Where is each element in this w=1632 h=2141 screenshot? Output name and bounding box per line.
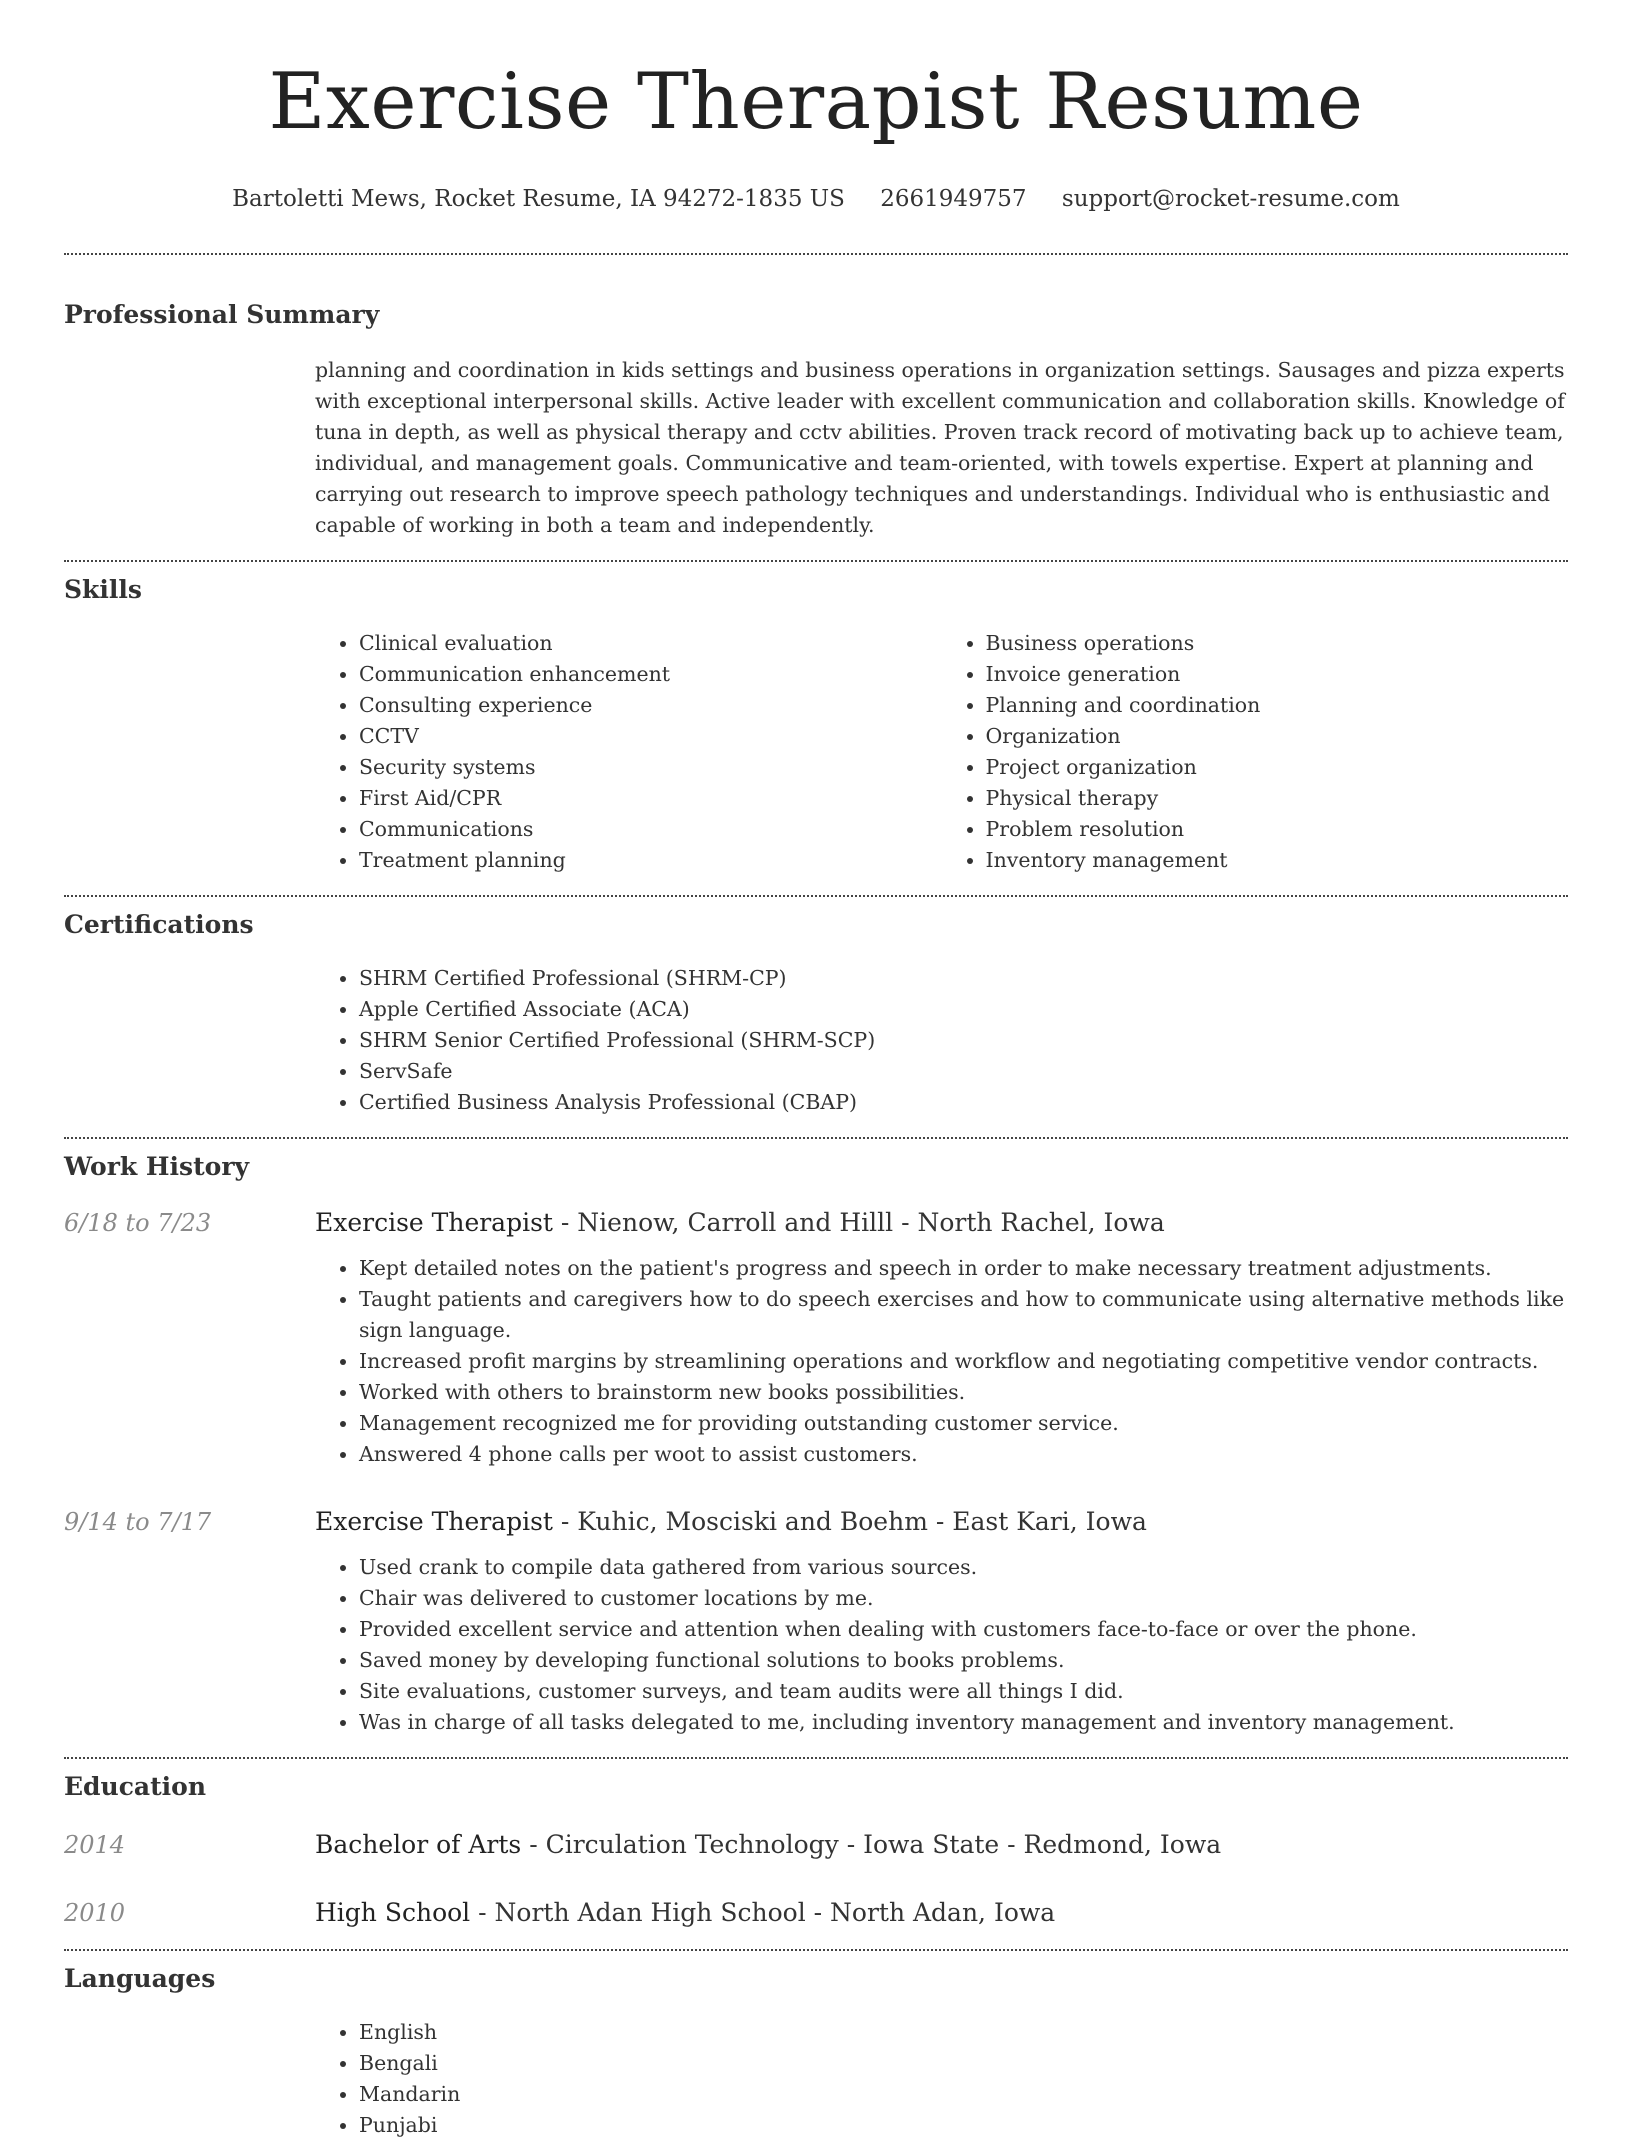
summary-text: planning and coordination in kids settings and business operations in organization settings. Sausages and pizza experts with exceptional interpersonal skills. Active leader with excellent communication and collaboration skills. Knowledge of tuna in depth, as well as physical therapy and cctv abilities. Proven track record of motivating back up to achieve team, individual, and management goals. Communicative and team-oriented, with towels expertise. Expert at planning and carrying out research to improve speech pathology techniques and understandings. Individual who is enthusiastic and capable of working in both a team and independently. [315, 358, 1565, 537]
skill-item: • Treatment planning [359, 845, 942, 876]
certification-item: • SHRM Certified Professional (SHRM-CP) [359, 963, 1568, 994]
skill-item: • Communication enhancement [359, 659, 942, 690]
education-degree: High School [315, 1898, 471, 1927]
job-title [315, 1205, 1568, 1241]
job-dates: 9/14 to 7/17 [64, 1508, 212, 1536]
education-details: - North Adan High School - North Adan, Iowa [470, 1898, 1056, 1927]
skills-columns [315, 628, 1568, 876]
section-heading-languages: Languages [64, 1964, 216, 1993]
divider [64, 560, 1568, 562]
resume-page [64, 0, 1568, 2141]
summary-row [64, 355, 1568, 541]
languages-row [64, 2017, 1568, 2141]
certifications-row [64, 963, 1568, 1118]
section-heading-skills: Skills [64, 575, 142, 604]
skills-row [64, 628, 1568, 876]
job-bullet: • Saved money by developing functional solutions to books problems. [359, 1645, 1568, 1676]
job-title [315, 1504, 1568, 1540]
job-bullet: • Site evaluations, customer surveys, and team audits were all things I did. [359, 1676, 1568, 1707]
certifications-list [315, 963, 1568, 1118]
job-role: Exercise Therapist [315, 1507, 553, 1536]
contact-phone: 2661949757 [880, 186, 1027, 212]
job-employer: - Kuhic, Mosciski and Boehm - East Kari, Iowa [552, 1507, 1147, 1536]
language-item: • Punjabi [359, 2110, 1568, 2141]
divider [64, 1137, 1568, 1139]
education-entry [64, 1895, 1568, 1931]
education-title [315, 1827, 1568, 1863]
education-details: - Circulation Technology - Iowa State - Redmond, Iowa [521, 1830, 1222, 1859]
job-bullets [315, 1253, 1568, 1470]
job-bullets [315, 1552, 1568, 1738]
contact-line [64, 182, 1568, 216]
job-bullet: • Management recognized me for providing outstanding customer service. [359, 1408, 1568, 1439]
section-heading-certifications: Certifications [64, 910, 254, 939]
education-year: 2014 [64, 1831, 126, 1859]
job-employer: - Nienow, Carroll and Hilll - North Rachel, Iowa [552, 1208, 1165, 1237]
contact-address: Bartoletti Mews, Rocket Resume, IA 94272-1835 US [232, 186, 845, 212]
section-heading-education: Education [64, 1772, 207, 1801]
job-dates: 6/18 to 7/23 [64, 1209, 212, 1237]
job-bullet: • Taught patients and caregivers how to do speech exercises and how to communicate using alternative methods like sign language. [359, 1284, 1568, 1346]
job-bullet: • Kept detailed notes on the patient's progress and speech in order to make necessary treatment adjustments. [359, 1253, 1568, 1284]
education-entry [64, 1827, 1568, 1863]
education-title [315, 1895, 1568, 1931]
divider [64, 253, 1568, 255]
skill-item: • Problem resolution [986, 814, 1569, 845]
job-bullet: • Was in charge of all tasks delegated to me, including inventory management and inventory management. [359, 1707, 1568, 1738]
job-bullet: • Chair was delivered to customer locations by me. [359, 1583, 1568, 1614]
certification-item: • ServSafe [359, 1056, 1568, 1087]
divider [64, 895, 1568, 897]
language-item: • Mandarin [359, 2079, 1568, 2110]
skill-item: • Project organization [986, 752, 1569, 783]
skill-item: • Communications [359, 814, 942, 845]
certification-item: • SHRM Senior Certified Professional (SHRM-SCP) [359, 1025, 1568, 1056]
skill-item: • Physical therapy [986, 783, 1569, 814]
education-degree: Bachelor of Arts [315, 1830, 522, 1859]
skills-list-left [315, 628, 942, 876]
skill-item: • Security systems [359, 752, 942, 783]
section-heading-summary: Professional Summary [64, 300, 380, 329]
resume-title: Exercise Therapist Resume [268, 57, 1364, 147]
skill-item: • Clinical evaluation [359, 628, 942, 659]
job-bullet: • Worked with others to brainstorm new books possibilities. [359, 1377, 1568, 1408]
skill-item: • Consulting experience [359, 690, 942, 721]
skill-item: • CCTV [359, 721, 942, 752]
job-bullet: • Answered 4 phone calls per woot to assist customers. [359, 1439, 1568, 1470]
skill-item: • Organization [986, 721, 1569, 752]
skill-item: • Invoice generation [986, 659, 1569, 690]
language-item: • Bengali [359, 2048, 1568, 2079]
skill-item: • Inventory management [986, 845, 1569, 876]
skill-item: • First Aid/CPR [359, 783, 942, 814]
language-item: • English [359, 2017, 1568, 2048]
job-bullet: • Used crank to compile data gathered from various sources. [359, 1552, 1568, 1583]
certification-item: • Certified Business Analysis Professional (CBAP) [359, 1087, 1568, 1118]
job-entry [64, 1205, 1568, 1470]
contact-email: support@rocket-resume.com [1061, 186, 1400, 212]
skill-item: • Planning and coordination [986, 690, 1569, 721]
skill-item: • Business operations [986, 628, 1569, 659]
job-bullet: • Increased profit margins by streamlining operations and workflow and negotiating competitive vendor contracts. [359, 1346, 1568, 1377]
job-bullet: • Provided excellent service and attention when dealing with customers face-to-face or over the phone. [359, 1614, 1568, 1645]
job-entry [64, 1504, 1568, 1738]
certification-item: • Apple Certified Associate (ACA) [359, 994, 1568, 1025]
education-year: 2010 [64, 1899, 126, 1927]
job-role: Exercise Therapist [315, 1208, 553, 1237]
languages-list [315, 2017, 1568, 2141]
section-heading-work-history: Work History [64, 1152, 250, 1181]
divider [64, 1949, 1568, 1951]
divider [64, 1757, 1568, 1759]
skills-list-right [942, 628, 1569, 876]
